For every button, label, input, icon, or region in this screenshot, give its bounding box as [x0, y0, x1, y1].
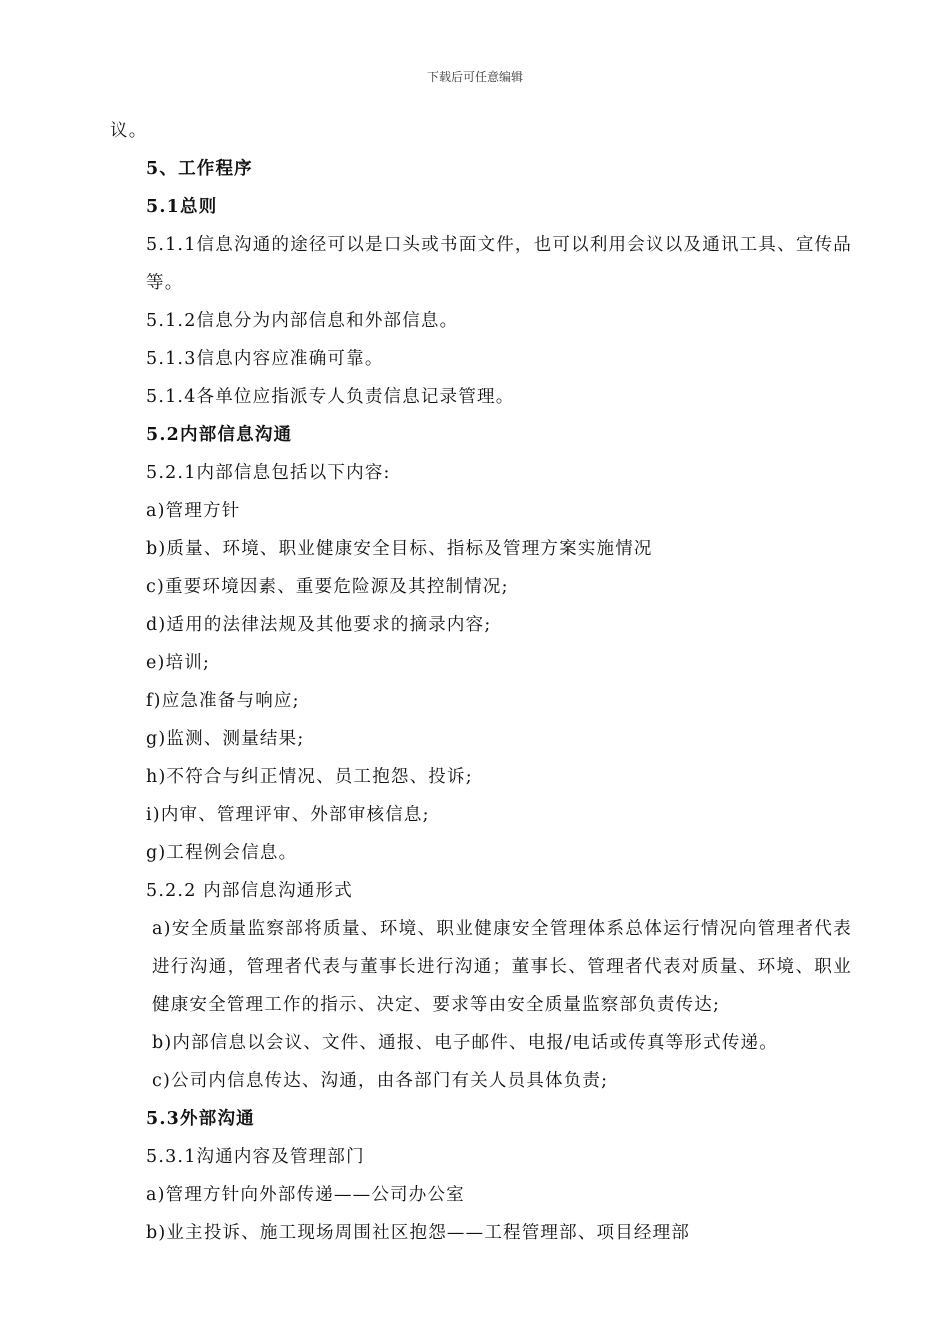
paragraph-continuation: 议。 [110, 121, 148, 141]
clause-5-1-3: 5.1.3信息内容应准确可靠。 [146, 349, 384, 369]
list-item-g: g)监测、测量结果; [146, 729, 305, 749]
section-heading-5: 5、工作程序 [146, 159, 253, 179]
list-item-f: f)应急准备与响应; [146, 691, 300, 711]
page-header: 下载后可任意编辑 [426, 70, 523, 84]
section-heading-5-3: 5.3外部沟通 [146, 1109, 255, 1129]
form-item-c: c)公司内信息传达、沟通，由各部门有关人员具体负责; [152, 1071, 609, 1091]
list-item-d: d)适用的法律法规及其他要求的摘录内容; [146, 615, 492, 635]
list-item-h: h)不符合与纠正情况、员工抱怨、投诉; [146, 767, 473, 787]
section-heading-5-1: 5.1总则 [146, 197, 218, 217]
form-item-a: a)安全质量监察部将质量、环境、职业健康安全管理体系总体运行情况向管理者代表进行沟通，管理者代表与董事长进行沟通；董事长、管理者代表对质量、环境、职业健康安全管理工作的指示、决定、要求等由安全质量监察部负责传达; [152, 919, 852, 1015]
clause-5-3-1: 5.3.1沟通内容及管理部门 [146, 1147, 365, 1167]
clause-5-1-1: 5.1.1信息沟通的途径可以是口头或书面文件，也可以利用会议以及通讯工具、宣传品等。 [146, 235, 852, 293]
list-item-c: c)重要环境因素、重要危险源及其控制情况; [146, 577, 509, 597]
list-item-i: i)内审、管理评审、外部审核信息; [146, 805, 430, 825]
list-item-g2: g)工程例会信息。 [146, 843, 298, 863]
external-item-b: b)业主投诉、施工现场周围社区抱怨——工程管理部、项目经理部 [146, 1223, 691, 1243]
list-item-e: e)培训; [146, 653, 211, 673]
list-item-b: b)质量、环境、职业健康安全目标、指标及管理方案实施情况 [146, 539, 653, 559]
clause-5-1-4: 5.1.4各单位应指派专人负责信息记录管理。 [146, 387, 515, 407]
clause-5-1-2: 5.1.2信息分为内部信息和外部信息。 [146, 311, 459, 331]
clause-5-2-2: 5.2.2 内部信息沟通形式 [146, 881, 353, 901]
clause-5-2-1: 5.2.1内部信息包括以下内容: [146, 463, 391, 483]
form-item-b: b)内部信息以会议、文件、通报、电子邮件、电报/电话或传真等形式传递。 [152, 1033, 778, 1053]
document-body [110, 112, 852, 1252]
list-item-a: a)管理方针 [146, 501, 241, 521]
section-heading-5-2: 5.2内部信息沟通 [146, 425, 293, 445]
external-item-a: a)管理方针向外部传递——公司办公室 [146, 1185, 465, 1205]
